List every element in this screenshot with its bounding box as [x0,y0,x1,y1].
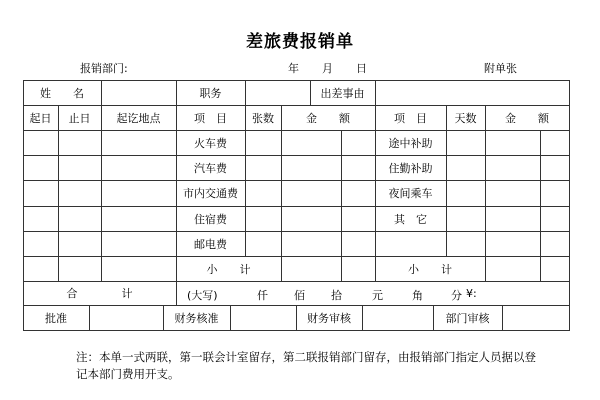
item-other: 其 它 [394,212,427,226]
department-label: 报销部门: [80,62,128,75]
col-route: 起讫地点 [116,111,161,125]
attachments-label: 附单张 [484,62,517,75]
reason-label: 出差事由 [320,86,365,100]
approve-label: 批准 [45,311,67,325]
page-title: 差旅费报销单 [246,32,354,52]
col-days: 天数 [454,111,477,125]
item-train: 火车费 [194,136,227,150]
item-night-ride: 夜间乘车 [388,187,433,200]
position-field[interactable] [245,80,310,105]
finance-review-field[interactable] [362,305,433,330]
dept-review-field[interactable] [502,305,569,330]
item-travel-allowance: 途中补助 [388,136,433,150]
item-bus: 汽车费 [194,161,227,175]
name-field[interactable] [101,80,176,105]
month-label: 月 [322,62,333,75]
finance-review-label: 财务审核 [307,311,351,325]
unit-yuan: 元 [372,289,383,302]
item-stay-allowance: 住勤补助 [388,161,433,175]
col-amount-right: 金 额 [505,111,549,125]
day-label: 日 [356,62,367,75]
item-local-transport: 市内交通费 [183,187,238,200]
col-item-left: 项 目 [194,111,227,125]
position-label: 职务 [199,86,222,100]
col-end-date: 止日 [68,111,91,125]
capital-label: (大写) [187,289,218,302]
unit-fen: 分 [451,289,462,302]
col-item-right: 项 目 [394,111,427,125]
name-label: 姓 名 [40,86,84,100]
finance-approve-field[interactable] [230,305,296,330]
yuan-symbol: ¥: [466,287,477,300]
col-count: 张数 [252,111,274,125]
approve-field[interactable] [89,305,163,330]
total-label: 合 计 [66,287,133,300]
subtotal-right-label: 小 计 [408,262,452,276]
subtotal-left-label: 小 计 [206,262,251,276]
unit-hundred: 佰 [294,289,305,302]
footnote: 注：本单一式两联，第一联会计室留存，第二联报销部门留存，由报销部门指定人员据以登记本部门费用开支。 [76,350,536,381]
finance-approve-label: 财务核准 [174,311,219,325]
reason-field[interactable] [375,80,569,105]
item-postal: 邮电费 [194,237,227,251]
year-label: 年 [288,62,299,75]
dept-review-label: 部门审核 [445,311,490,325]
col-amount-left: 金 额 [306,111,350,125]
unit-ten: 拾 [331,289,342,302]
col-start-date: 起日 [29,111,52,125]
item-lodging: 住宿费 [194,212,227,226]
unit-jiao: 角 [412,289,423,302]
unit-thousand: 仟 [257,289,268,302]
